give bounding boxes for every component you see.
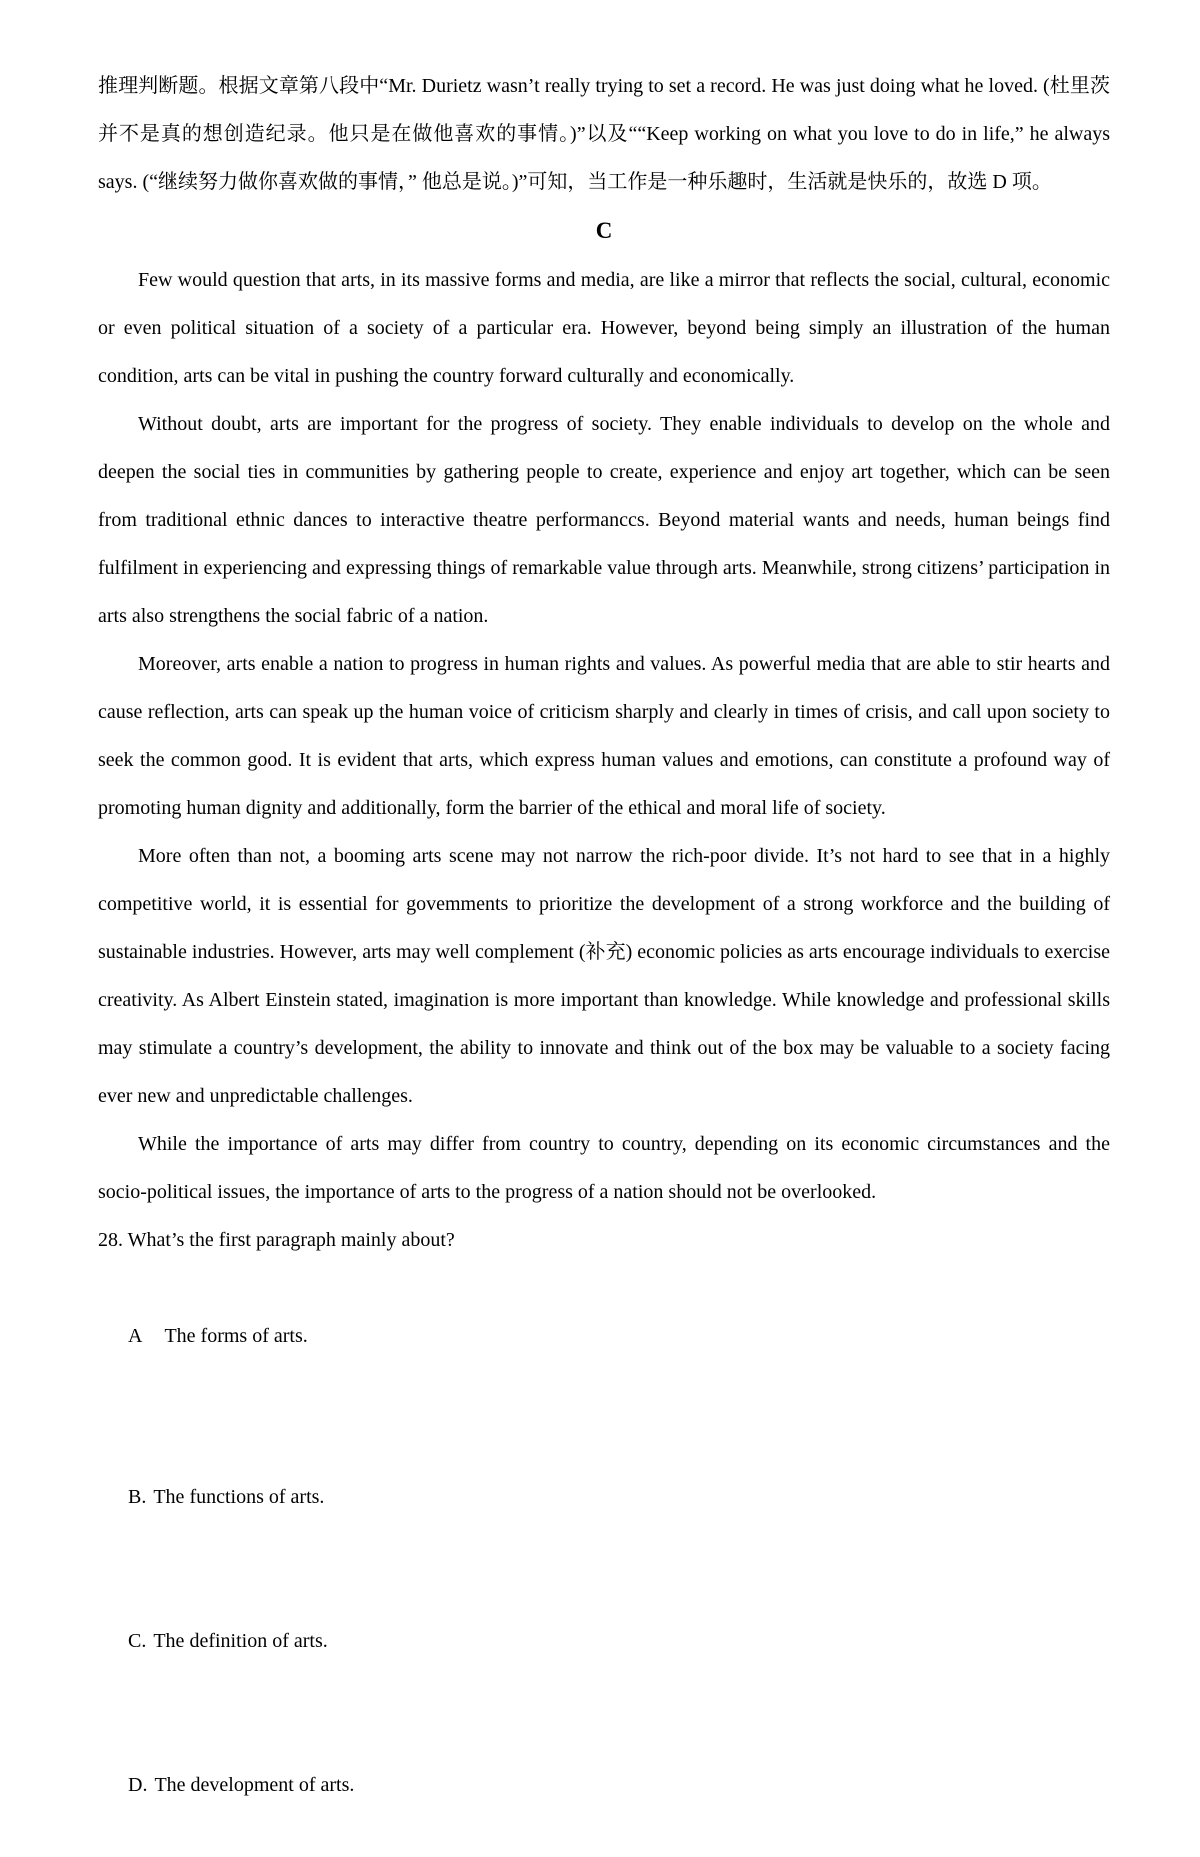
question-28-option-b	[98, 1425, 1110, 1569]
passage-paragraph-1: Few would question that arts, in its massive forms and media, are like a mirror that reflects the social, cultural, economic or even political situation of a society of a particular era. However, beyond being simply an illustration of the human condition, arts can be vital in pushing the country forward culturally and economically.	[98, 269, 1110, 387]
question-28-text: 28. What’s the first paragraph mainly about?	[98, 1229, 455, 1251]
passage-paragraph-5: While the importance of arts may differ from country to country, depending on its economic circumstances and the socio-political issues, the importance of arts to the progress of a nation should not be overlooked.	[98, 1133, 1110, 1203]
passage-paragraph-2: Without doubt, arts are important for the progress of society. They enable individuals to develop on the whole and deepen the social ties in communities by gathering people to create, experience and enjoy art together, which can be seen from traditional ethnic dances to interactive theatre performanccs. Beyond material wants and needs, human beings find fulfilment in experiencing and expressing things of remarkable value through arts. Meanwhile, strong citizens’ participation in arts also strengthens the social fabric of a nation.	[98, 413, 1110, 627]
reading-passage	[98, 256, 1110, 1216]
option-b-label: B.	[128, 1486, 147, 1508]
passage-paragraph-3: Moreover, arts enable a nation to progress in human rights and values. As powerful media that are able to stir hearts and cause reflection, arts can speak up the human voice of criticism sharply and clearly in times of crisis, and call upon society to seek the common good. It is evident that arts, which express human values and emotions, can constitute a profound way of promoting human dignity and additionally, form the barrier of the ethical and moral life of society.	[98, 653, 1110, 819]
option-c-label: C.	[128, 1630, 147, 1652]
document-body	[98, 62, 1110, 1857]
option-d-label: D.	[128, 1774, 148, 1796]
option-a-text: The forms of arts.	[164, 1325, 308, 1347]
passage-section-heading: C	[595, 218, 613, 243]
question-28-option-d	[98, 1713, 1110, 1857]
option-b-text: The functions of arts.	[153, 1486, 325, 1508]
option-c-text: The definition of arts.	[153, 1630, 328, 1652]
question-block	[98, 1216, 1110, 1857]
question-28-option-a	[98, 1264, 1110, 1408]
passage-paragraph-4: More often than not, a booming arts scene may not narrow the rich-poor divide. It’s not hard to see that in a highly competitive world, it is essential for govemments to prioritize the development of a strong workforce and the building of sustainable industries. However, arts may well complement (补充) economic policies as arts encourage individuals to exercise creativity. As Albert Einstein stated, imagination is more important than knowledge. While knowledge and professional skills may stimulate a country’s development, the ability to innovate and think out of the box may be valuable to a society facing ever new and unpredictable challenges.	[98, 845, 1110, 1107]
option-d-text: The development of arts.	[154, 1774, 355, 1796]
option-a-label: A	[128, 1325, 143, 1347]
question-28-option-c	[98, 1569, 1110, 1713]
answer-explanation-paragraph: 推理判断题。根据文章第八段中“Mr. Durietz wasn’t really trying to set a record. He was just doing what he loved. (杜里茨并不是真的想创造纪录。他只是在做他喜欢的事情。)”以及““Keep working on what you love to do in life,” he always says. (“继续努力做你喜欢做的事情，” 他总是说。)”可知，当工作是一种乐趣时，生活就是快乐的，故选 D 项。	[98, 75, 1110, 193]
